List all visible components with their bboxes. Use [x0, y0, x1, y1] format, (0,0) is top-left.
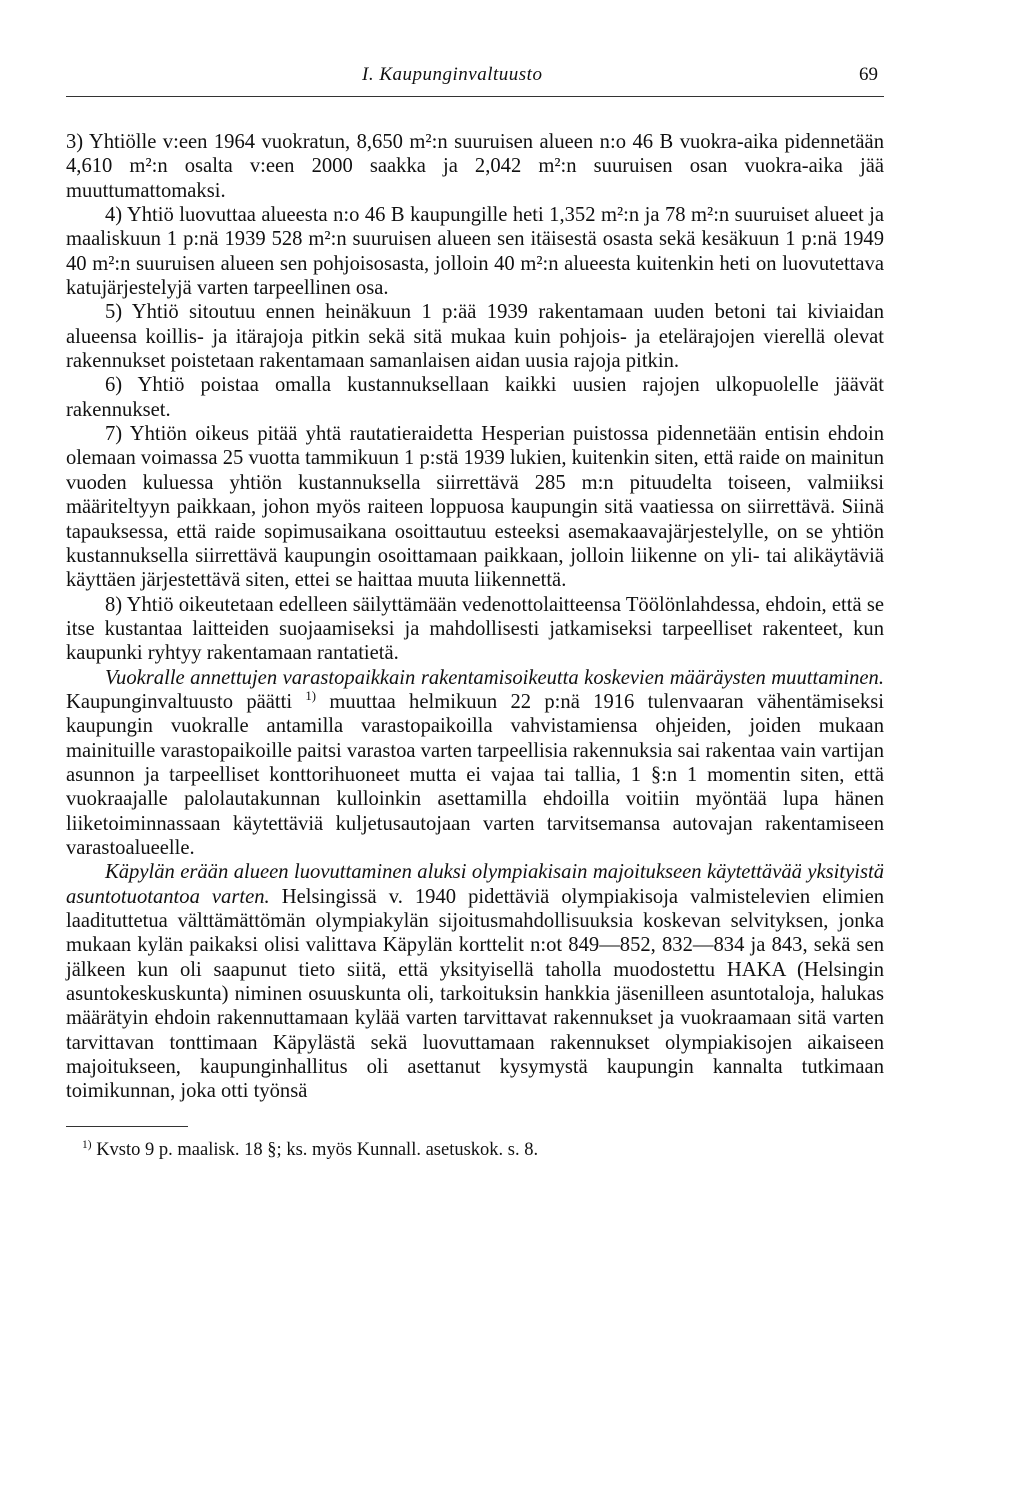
document-page — [66, 60, 884, 1162]
paragraph-8: 8) Yhtiö oikeutetaan edelleen säilyttämään vedenottolaitteensa Töölönlahdessa, ehdoin, että se itse kustantaa laitteiden suojaamiseksi ja mahdollisesti jatkamiseksi tarpeelliset rakenteet, kun kaupunki ryhtyy rakentamaan rantatietä. — [66, 593, 884, 665]
footnote — [66, 1138, 884, 1162]
paragraph-3: 3) Yhtiölle v:een 1964 vuokratun, 8,650 m²:n suuruisen alueen n:o 46 B vuokra-aika pidennetään 4,610 m²:n osalta v:een 2000 saakka ja 2,042 m²:n suuruisen osan vuokra-aika jää muuttumattomaksi. — [66, 131, 884, 202]
footnote-reference: 1) — [305, 689, 317, 704]
paragraph-5: 5) Yhtiö sitoutuu ennen heinäkuun 1 p:ää 1939 rakentamaan uuden betoni tai kiviaidan alueensa koillis- ja itärajoja pitkin sekä sitä mukaa kuin pohjois- ja etelärajojen vierellä olevat rakennukset poistetaan rakentamaan samanlaisen aidan uusia rajoja pitkin. — [66, 301, 884, 373]
section-text-post: muuttaa helmikuun 22 p:nä 1916 tulenvaaran vähentämiseksi kaupungin vuokralle antamilla varastopaikoilla vahvistamiensa ohjeiden, joiden mukaan mainituille varastopaikoille paitsi varastoa varten tarpeellisia rakennuksia sai rakentaa vain vartijan asunnon ja tarpeelliset konttorihuoneet mutta ei vajaa tai tallia, 1 §:n 1 momentin siten, että vuokraajalle palolautakunnan kulloinkin asettamilla ehdoilla voitiin myöntää lupa hänen liiketoiminnassaan käytettäviä kuljetusautojaan varten tarvitsemansa autovajan rakentamiseen varastoalueelle. — [66, 690, 885, 859]
footnote-text: Kvsto 9 p. maalisk. 18 §; ks. myös Kunnall. asetuskok. s. 8. — [91, 1139, 539, 1160]
section-varastopaikat — [66, 666, 884, 861]
footnote-marker: 1) — [82, 1138, 92, 1151]
section-text-pre: Kaupunginvaltuusto päätti — [66, 690, 306, 713]
paragraph-7: 7) Yhtiön oikeus pitää yhtä rautatieraidetta Hesperian puistossa pidennetään entisin ehdoin olemaan voimassa 25 vuotta tammikuun 1 p:stä 1939 lukien, kuitenkin siten, että raide on mainitun vuoden kuluessa yhtiön kustannuksella siirrettävä 285 m:n pituudelta toiseen, valmiiksi määriteltyyn paikkaan, johon myös raiteen loppuosa kaupungin sitä vaatiessa on siirrettävä. Siinä tapauksessa, että raide sopimusaikana osoittautuu esteeksi asemakaavajärjestelylle, on se yhtiön kustannuksella siirrettävä kaupungin osoittamaan paikkaan, jolloin liikenne on yli- tai alikäytäviä käyttäen järjestettävä siten, ettei se haittaa muuta liikennettä. — [66, 423, 884, 592]
section-heading-varastopaikat: Vuokralle annettujen varastopaikkain rakentamisoikeutta koskevien määräysten muuttaminen. — [105, 666, 884, 689]
running-header — [66, 60, 884, 97]
section-kapyla — [66, 860, 884, 1103]
section-text-kapyla: Helsingissä v. 1940 pidettäviä olympiakisoja valmistelevien elimien laadituttetua välttämättömän olympiakylän sijoitusmahdollisuuksia koskevan selvityksen, jonka mukaan kylän paikaksi olisi valittava Käpylän korttelit n:ot 849—852, 832—834 ja 843, sekä sen jälkeen kun oli saapunut tieto siitä, että yksityisellä taholla muodostettu HAKA (Helsingin asuntokeskuskunta) niminen osuuskunta oli, tarkoituksin hankkia jäsenilleen asuntotaloja, halukas määrätyin ehdoin rakennuttamaan kylää varten tarvittavat rakennukset ja vuokraamaan sitä varten tarvittavan tonttimaan Käpylästä sekä luovuttamaan rakennukset olympiakisojen aikaiseen majoitukseen, kaupunginhallitus oli asettanut kysymystä kaupungin kannalta tutkimaan toimikunnan, joka otti työnsä — [66, 885, 885, 1103]
section-heading-kapyla: Käpylän erään alueen luovuttaminen aluksi olympiakisain majoitukseen käytettävää yksityistä asuntotuotantoa varten. — [66, 861, 884, 908]
paragraph-4: 4) Yhtiö luovuttaa alueesta n:o 46 B kaupungille heti 1,352 m²:n ja 78 m²:n suuruiset alueet ja maaliskuun 1 p:nä 1939 528 m²:n suuruisen alueen sen itäisestä osasta sekä kesäkuun 1 p:nä 1949 40 m²:n suuruisen alueen sen pohjoisosasta, jolloin 40 m²:n alueesta kuitenkin heti on luovutettava katujärjestelyjä varten tarpeellinen osa. — [66, 204, 884, 300]
running-title: I. Kaupunginvaltuusto — [362, 64, 543, 85]
page-number: 69 — [859, 64, 878, 85]
footnote-divider — [66, 1126, 188, 1127]
paragraph-6: 6) Yhtiö poistaa omalla kustannuksellaan kaikki uusien rajojen ulkopuolelle jäävät rakennukset. — [66, 374, 884, 421]
body-text — [66, 130, 884, 1104]
